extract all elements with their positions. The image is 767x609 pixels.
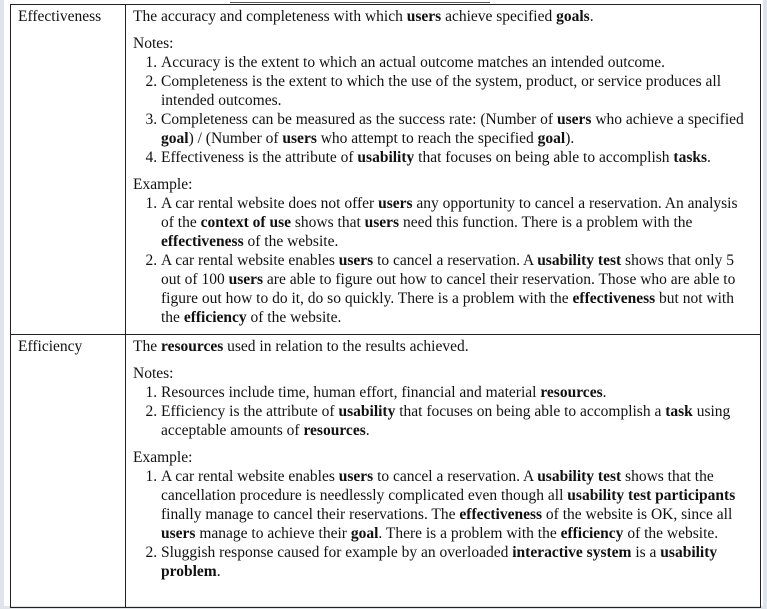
definition-text: The accuracy and completeness with which users achieve specified goals. [133, 8, 594, 25]
list-item: 2. Sluggish response caused for example by an overloaded interactive system is a usability problem. [161, 543, 753, 581]
list-item: 2. Completeness is the extent to which the use of the system, product, or service produces all intended outcomes. [161, 72, 753, 110]
page-edge-left [0, 0, 4, 609]
list-item: 1. A car rental website does not offer users any opportunity to cancel a reservation. An analysis of the context of use shows that users need this function. There is a problem with the effectiveness of the website. [161, 194, 753, 251]
table-row [11, 335, 761, 608]
notes-title: Notes: [133, 365, 174, 382]
notes-list [133, 53, 753, 167]
examples-list [133, 194, 753, 327]
glossary-table [10, 4, 761, 608]
table-row [11, 5, 761, 335]
example-section [133, 448, 753, 581]
example-section [133, 175, 753, 327]
list-item: 1. Resources include time, human effort, financial and material resources. [161, 383, 753, 402]
example-title: Example: [133, 176, 193, 193]
definition-cell [126, 335, 761, 608]
previous-row-fragment [230, 0, 490, 3]
term-label: Efficiency [18, 338, 83, 355]
notes-section [133, 364, 753, 440]
list-item: 2. Efficiency is the attribute of usability that focuses on being able to accomplish a task using acceptable amounts of resources. [161, 402, 753, 440]
list-item: 2. A car rental website enables users to cancel a reservation. A usability test shows that only 5 out of 100 users are able to figure out how to cancel their reservation. Those who are able to figure out how to do it, do so quickly. There is a problem with the effectiveness but not with the efficiency of the website. [161, 251, 753, 327]
notes-list [133, 383, 753, 440]
list-item: 4. Effectiveness is the attribute of usability that focuses on being able to accomplish tasks. [161, 148, 753, 167]
term-cell [11, 5, 126, 335]
page-edge-right [763, 0, 767, 609]
list-item: 1. A car rental website enables users to cancel a reservation. A usability test shows that the cancellation procedure is needlessly complicated even though all usability test participants finally manage to cancel their reservations. The effectiveness of the website is OK, since all users manage to achieve their goal. There is a problem with the efficiency of the website. [161, 467, 753, 543]
example-title: Example: [133, 449, 193, 466]
examples-list [133, 467, 753, 581]
list-item: 1. Accuracy is the extent to which an actual outcome matches an intended outcome. [161, 53, 753, 72]
term-label: Effectiveness [18, 8, 102, 25]
definition-text: The resources used in relation to the results achieved. [133, 338, 469, 355]
notes-title: Notes: [133, 35, 174, 52]
term-cell [11, 335, 126, 608]
definition-cell [126, 5, 761, 335]
list-item: 3. Completeness can be measured as the success rate: (Number of users who achieve a specified goal) / (Number of users who attempt to reach the specified goal). [161, 110, 753, 148]
notes-section [133, 34, 753, 167]
